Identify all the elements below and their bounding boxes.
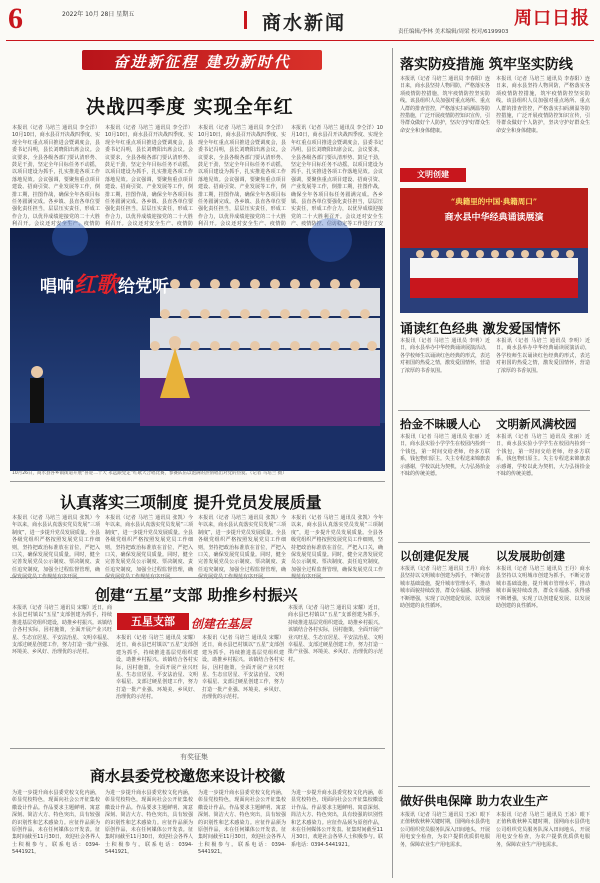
choir-illustration (10, 228, 385, 471)
section-title: 商水新闻 (262, 8, 346, 35)
article4-body-col3: 为进一步提升商水县委党校文化内涵，彰显党校特色，现面向社会公开征集校徽设计作品。作品要求主题鲜明、寓意深刻、简洁大方、特色突出，具有较强的识别性和艺术感染力。应征作品须为原创作品，未在任何媒体公开发表。征集时间截至11月30日，欢迎社会各界人士积极参与。联系电话：0394-5441921。 (198, 790, 286, 856)
article4-body: 为进一步提升商水县委党校文化内涵，彰显党校特色，现面向社会公开征集校徽设计作品。作品要求主题鲜明、寓意深刻、简洁大方、特色突出，具有较强的识别性和艺术感染力。应征作品须为原创作品，未在任何媒体公开发表。征集时间截至11月30日，欢迎社会各界人士积极参与。联系电话：0394-5441921。 (12, 790, 100, 856)
divider-right-low (398, 542, 590, 543)
article4-headline: 商水县委党校邀您来设计校徽 (90, 767, 286, 785)
editor-line: 责任编辑/李林 美术编辑/周梁 校对/6199903 (398, 29, 509, 35)
right-top-headline: 落实防疫措施 筑牢坚实防线 (400, 57, 573, 73)
main-article-body-col4: 本报讯（记者 马培兰 通讯员 李仝洋）10月10日，商水县召开决战四季度、实现全年红重点项目推进会暨调度会，县委书记冯明，县长刘晓阳出席会议。会议要求，全县各级各部门要认清形势、鼓足干劲，坚定全年目标任务不动摇，以项目建设为抓手，扎实推进各项工作落地见效。会议强调，要聚焦重点项目建设、招商引资、产业发展等工作，倒排工期，挂图作战，确保全年各项目标任务圆满完成。各乡镇、县直各单位要强化责任担当，层层压实责任，形成工作合力，以优异成绩迎接党的二十大胜利召开。会议还对安全生产、疫情防控、信访稳定等工作进行了安 (291, 125, 383, 228)
divider-article2 (10, 481, 385, 482)
main-article-body: 本报讯（记者 马培兰 通讯员 李仝洋）10月10日，商水县召开决战四季度、实现全年红重点项目推进会暨调度会，县委书记冯明，县长刘晓阳出席会议。会议要求，全县各级各部门要认清形势、鼓足干劲，坚定全年目标任务不动摇，以项目建设为抓手，扎实推进各项工作落地见效。会议强调，要聚焦重点项目建设、招商引资、产业发展等工作，倒排工期，挂图作战，确保全年各项目标任务圆满完成。各乡镇、县直各单位要强化责任担当，层层压实责任，形成工作合力，以优异成绩迎接党的二十大胜利召开。会议还对安全生产、疫情防 (12, 125, 100, 228)
article2-body-col2: 本报讯（记者 马培兰 通讯员 张凯）今年以来，商水县认真落实党员发展“三项制度”，进一步提升党员发展质量。全县各级党组织严格按照发展党员工作细则，坚持把政治标准放在首位，严把入口关，确保发展党员质量。同时，健全完善发展党员公示制度、票决制度、责任追究制度，加强全过程监督管理，确 (105, 515, 193, 573)
column-divider (392, 48, 393, 878)
photo-title (40, 268, 169, 299)
right-mid-body: 本报讯（记者 马培兰 通讯员 张丽）近日，商水县实验小学学生在校园内捡到一个钱包，第一时间交给老师，经多方联系，钱包物归原主。失主专程送来锦旗表示感谢，学校以此为契机，大力弘扬拾金不昧的传统美德。 (400, 434, 491, 478)
date-line: 2022年 10月 28日 星期五 (62, 11, 135, 18)
article4-body-col4: 为进一步提升商水县委党校文化内涵，彰显党校特色，现面向社会公开征集校徽设计作品。作品要求主题鲜明、寓意深刻、简洁大方、特色突出，具有较强的识别性和艺术感染力。应征作品须为原创作品，未在任何媒体公开发表。征集时间截至11月30日，欢迎社会各界人士积极参与。联系电话：0394-5441921。 (291, 790, 383, 848)
category-label: 文明创建 (400, 168, 466, 182)
right-mid-headline-left: 拾金不昧暖人心 (400, 417, 481, 431)
divider-article3 (10, 577, 385, 578)
article2-body-col4: 本报讯（记者 马培兰 通讯员 张凯）今年以来，商水县认真落实党员发展“三项制度”，进一步提升党员发展质量。全县各级党组织严格按照发展党员工作细则，坚持把政治标准放在首位，严把入口关，确保发展党员质量。同时，健全完善发展党员公示制度、票决制度、责任追究制度，加强全过程监督管理，确保发展党员工作 (291, 515, 383, 573)
article3-body: 本报讯（记者 马培兰 通讯员 宋耀）近日，商水县巴村镇以“五星”支部创建为抓手，持续推进基层党组织建设，助推乡村振兴。该镇结合各村实际，因村施策，全面开展产业兴旺星、生态宜居星、平安法治星、文明幸福星、支部过硬星创建工作，努力打造一批产业强、环境美、乡风好、治理优的示范村。 (12, 605, 113, 656)
main-headline: 决战四季度 实现全年红 (86, 96, 294, 118)
recitation-subtitle: 商水县中华经典诵读展演 (444, 213, 544, 223)
main-article-body-col2: 本报讯（记者 马培兰 通讯员 李仝洋）10月10日，商水县召开决战四季度、实现全年红重点项目推进会暨调度会，县委书记冯明，县长刘晓阳出席会议。会议要求，全县各级各部门要认清形势、鼓足干劲，坚定全年目标任务不动摇，以项目建设为抓手，扎实推进各项工作落地见效。会议强调，要聚焦重点项目建设、招商引资、产业发展等工作，倒排工期，挂图作战，确保全年各项目标任务圆满完成。各乡镇、县直各单位要强化责任担当，层层压实责任，形成工作合力，以优异成绩迎接党的二十大胜利召开。会议还对安全生产、疫情防 (105, 125, 193, 228)
recitation-photo (400, 188, 588, 313)
article3-body-col3: 本报讯（记者 马培兰 通讯员 宋耀）近日，商水县巴村镇以“五星”支部创建为抓手，持续推进基层党组织建设，助推乡村振兴。该镇结合各村实际，因村施策，全面开展产业兴旺星、生态宜居星、平安法治星、文明幸福星、支部过硬星创建工作，努力打造一批产业强、环境美、乡风好、治理优的示范村。 (202, 635, 284, 701)
article3-body-col4: 本报讯（记者 马培兰 通讯员 宋耀）近日，商水县巴村镇以“五星”支部创建为抓手，持续推进基层党组织建设，助推乡村振兴。该镇结合各村实际，因村施策，全面开展产业兴旺星、生态宜居星、平安法治星、文明幸福星、支部过硬星创建工作，努力打造一批产业强、环境美、乡风好、治理优的示范村。 (288, 605, 384, 663)
right-low-body: 本报讯（记者 马培兰 通讯员 王丹）商水县坚持以文明城市创建为抓手，不断完善城市基础设施，提升城市管理水平，推动城市面貌持续改善，群众幸福感、获得感不断增强，实现了以创建促发展、以发展助创建的良性循环。 (400, 566, 491, 610)
photo-title-highlight: 红歌 (74, 272, 119, 298)
right-low-headline-left: 以创建促发展 (400, 549, 469, 563)
article4-body-col2: 为进一步提升商水县委党校文化内涵，彰显党校特色，现面向社会公开征集校徽设计作品。作品要求主题鲜明、寓意深刻、简洁大方、特色突出，具有较强的识别性和艺术感染力。应征作品须为原创作品，未在任何媒体公开发表。征集时间截至11月30日，欢迎社会各界人士积极参与。联系电话：0394-5441921。 (105, 790, 193, 856)
divider-article4 (10, 748, 385, 749)
right-bottom-headline: 做好供电保障 助力农业生产 (400, 794, 549, 808)
divider-right-mid (398, 410, 590, 411)
divider-right-bottom (398, 786, 590, 787)
right-culture-body-col2: 本报讯（记者 马培兰 通讯员 李明）近日，商水县举办中华经典诵读展演活动，各学校师生以诵读红色经典的形式，表达对祖国的热爱之情，激发爱国情怀，营造了浓厚的书香氛围。 (496, 338, 590, 374)
right-low-body-col2: 本报讯（记者 马培兰 通讯员 王丹）商水县坚持以文明城市创建为抓手，不断完善城市基础设施，提升城市管理水平，推动城市面貌持续改善，群众幸福感、获得感不断增强，实现了以创建促发展、以发展助创建的良性循环。 (496, 566, 590, 610)
article4-kicker: 有奖征集 (180, 753, 208, 761)
right-top-body-col2: 本报讯（记者 马培兰 通讯员 李春阳）连日来，商水县坚持人物同防，严格落实各项疫情防控措施，筑牢疫情防控坚实防线。该县组织人员加强对重点场所、重点人群的排查管控，严格落实扫码测温等防控措施，广泛开展疫情防控知识宣传，引导群众做好个人防护，坚决守护好群众生命安全和身体健康。 (496, 76, 590, 134)
right-bottom-body: 本报讯（记者 马培兰 通讯员 王冰）眼下正值秋收秋种关键时期，国网商水县供电公司组织党员服务队深入田间地头，开展用电安全检查，为农户提供优质供电服务，保障农业生产用电需求。 (400, 812, 491, 848)
right-top-body: 本报讯（记者 马培兰 通讯员 李春阳）连日来，商水县坚持人物同防，严格落实各项疫情防控措施，筑牢疫情防控坚实防线。该县组织人员加强对重点场所、重点人群的排查管控，严格落实扫码测温等防控措施，广泛开展疫情防控知识宣传，引导群众做好个人防护，坚决守护好群众生命安全和身体健康。 (400, 76, 491, 134)
right-low-headline-right: 以发展助创建 (496, 549, 565, 563)
right-bottom-body-col2: 本报讯（记者 马培兰 通讯员 王冰）眼下正值秋收秋种关键时期，国网商水县供电公司组织党员服务队深入田间地头，开展用电安全检查，为农户提供优质供电服务，保障农业生产用电需求。 (496, 812, 590, 848)
right-culture-body: 本报讯（记者 马培兰 通讯员 李明）近日，商水县举办中华经典诵读展演活动，各学校师生以诵读红色经典的形式，表达对祖国的热爱之情，激发爱国情怀，营造了浓厚的书香氛围。 (400, 338, 491, 374)
banner-text: 奋进新征程 建功新时代 (113, 53, 291, 71)
main-article-body-col3: 本报讯（记者 马培兰 通讯员 李仝洋）10月10日，商水县召开决战四季度、实现全年红重点项目推进会暨调度会，县委书记冯明，县长刘晓阳出席会议。会议要求，全县各级各部门要认清形势、鼓足干劲，坚定全年目标任务不动摇，以项目建设为抓手，扎实推进各项工作落地见效。会议强调，要聚焦重点项目建设、招商引资、产业发展等工作，倒排工期，挂图作战，确保全年各项目标任务圆满完成。各乡镇、县直各单位要强化责任担当，层层压实责任，形成工作合力，以优异成绩迎接党的二十大胜利召开。会议还对安全生产、疫情防 (198, 125, 286, 228)
five-star-sublabel: 创建在基层 (191, 617, 252, 631)
right-mid-headline-right: 文明新风满校园 (496, 417, 577, 431)
article2-body-col3: 本报讯（记者 马培兰 通讯员 张凯）今年以来，商水县认真落实党员发展“三项制度”，进一步提升党员发展质量。全县各级党组织严格按照发展党员工作细则，坚持把政治标准放在首位，严把入口关，确保发展党员质量。同时，健全完善发展党员公示制度、票决制度、责任追究制度，加强全过程监督管理，确 (198, 515, 286, 573)
choir-photo (10, 228, 385, 471)
five-star-banner (117, 613, 273, 630)
page-number: 6 (8, 2, 23, 35)
article3-body-col2: 本报讯（记者 马培兰 通讯员 宋耀）近日，商水县巴村镇以“五星”支部创建为抓手，持续推进基层党组织建设，助推乡村振兴。该镇结合各村实际，因村施策，全面开展产业兴旺星、生态宜居星、平安法治星、文明幸福星、支部过硬星创建工作，努力打造一批产业强、环境美、乡风好、治理优的示范村。 (116, 635, 198, 701)
article3-headline: 创建“五星”支部 助推乡村振兴 (95, 586, 298, 604)
masthead-logo: 周口日报 (514, 8, 590, 29)
page-header (0, 0, 600, 44)
article2-body: 本报讯（记者 马培兰 通讯员 张凯）今年以来，商水县认真落实党员发展“三项制度”，进一步提升党员发展质量。全县各级党组织严格按照发展党员工作细则，坚持把政治标准放在首位，严把入口关，确保发展党员质量。同时，健全完善发展党员公示制度、票决制度、责任追究制度，加强全过程监督管理，确 (12, 515, 100, 573)
photo-title-suffix: 给党听 (118, 277, 170, 297)
article2-headline: 认真落实三项制度 提升党员发展质量 (60, 493, 322, 512)
recitation-banner: “典籍里的中国·典籍周口” (450, 197, 538, 206)
theme-banner (82, 50, 322, 70)
five-star-label: 五星支部 (117, 613, 189, 630)
right-mid-body-col2: 本报讯（记者 马培兰 通讯员 张丽）近日，商水县实验小学学生在校园内捡到一个钱包，第一时间交给老师，经多方联系，钱包物归原主。失主专程送来锦旗表示感谢，学校以此为契机，大力弘扬拾金不昧的传统美德。 (496, 434, 590, 478)
right-culture-headline: 诵读红色经典 激发爱国情怀 (400, 322, 561, 337)
photo-title-prefix: 唱响 (40, 277, 74, 297)
header-rule (6, 40, 594, 41)
photo-caption: 10月26日，商水县各乡镇街道开展“喜迎二十大 永远跟党走”红歌大合唱比赛，参赛队伍以饱满的热情唱出对党的热爱。（记者 马培兰 摄） (12, 471, 287, 476)
